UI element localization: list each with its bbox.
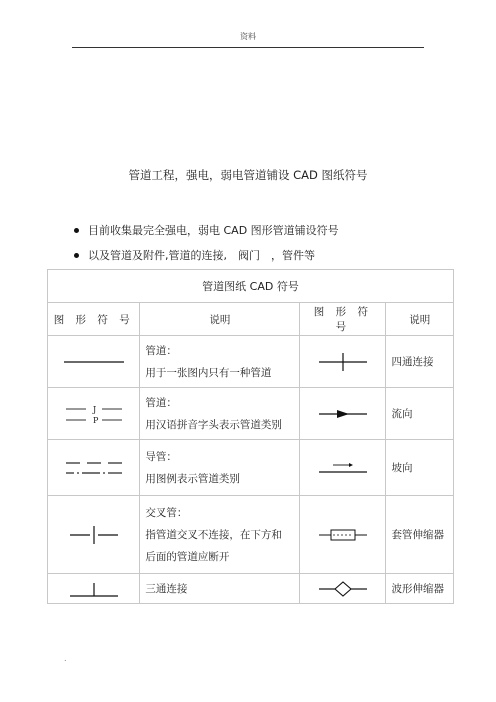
slope-direction-icon (300, 440, 386, 496)
table-row (48, 336, 454, 388)
bullet-item-1 (74, 222, 339, 238)
bullet-dot-icon (74, 253, 79, 258)
bellows-expansion-joint-icon (300, 574, 386, 604)
desc-line: 用汉语拼音字头表示管道类别 (145, 418, 282, 431)
desc-line: 后面的管道应断开 (145, 550, 230, 563)
header-text: 资料 (240, 32, 256, 41)
bullet-text-1: 目前收集最完全强电，弱电 CAD 图形管道铺设符号 (88, 224, 339, 237)
row-description (140, 574, 300, 604)
header-desc-right: 说明 (386, 303, 454, 336)
desc-line: 三通连接 (145, 582, 188, 595)
desc-line: 导管： (145, 450, 177, 463)
single-pipe-icon (48, 336, 140, 388)
header-desc-left: 说明 (140, 303, 300, 336)
desc-line: 管道： (145, 396, 177, 409)
symbol-table (47, 269, 454, 604)
table-row (48, 496, 454, 574)
pipe-type-letters-icon (48, 388, 140, 440)
flow-direction-icon (300, 388, 386, 440)
header-symbol-left: 图 形 符 号 (48, 303, 140, 336)
crossing-pipes-icon (48, 496, 140, 574)
page-title: 管道工程，强电，弱电管道铺设 CAD 图纸符号 (128, 168, 368, 182)
letter-j: J (92, 404, 96, 414)
bullet-dot-icon (74, 228, 79, 233)
desc-line: 用于一张图内只有一种管道 (145, 366, 272, 379)
row-description (140, 440, 300, 496)
table-row (48, 440, 454, 496)
conduit-legend-icon (48, 440, 140, 496)
bullet-item-2 (74, 247, 315, 263)
table-caption: 管道图纸 CAD 符号 (48, 270, 454, 303)
bullet-text-2: 以及管道及附件,管道的连接, 阀门 ，管件等 (88, 249, 315, 262)
table-row (48, 574, 454, 604)
row-description-right: 坡向 (386, 440, 454, 496)
desc-line: 交叉管： (145, 506, 188, 519)
row-description-right: 套管伸缩器 (386, 496, 454, 574)
desc-line: 用图例表示管道类别 (145, 472, 240, 485)
page-header (72, 31, 424, 48)
table-header-row (48, 303, 454, 336)
desc-line: 管道： (145, 344, 177, 357)
letter-p: P (92, 415, 99, 425)
row-description (140, 388, 300, 440)
table-row (48, 388, 454, 440)
row-description (140, 496, 300, 574)
sleeve-expansion-joint-icon (300, 496, 386, 574)
row-description (140, 336, 300, 388)
desc-line: 指管道交叉不连接，在下方和 (145, 528, 282, 541)
footnote-mark: . (64, 654, 67, 663)
three-way-connection-icon (48, 574, 140, 604)
row-description-right: 流向 (386, 388, 454, 440)
four-way-connection-icon (300, 336, 386, 388)
row-description-right: 波形伸缩器 (386, 574, 454, 604)
header-symbol-right: 图 形 符 号 (300, 303, 386, 336)
row-description-right: 四通连接 (386, 336, 454, 388)
